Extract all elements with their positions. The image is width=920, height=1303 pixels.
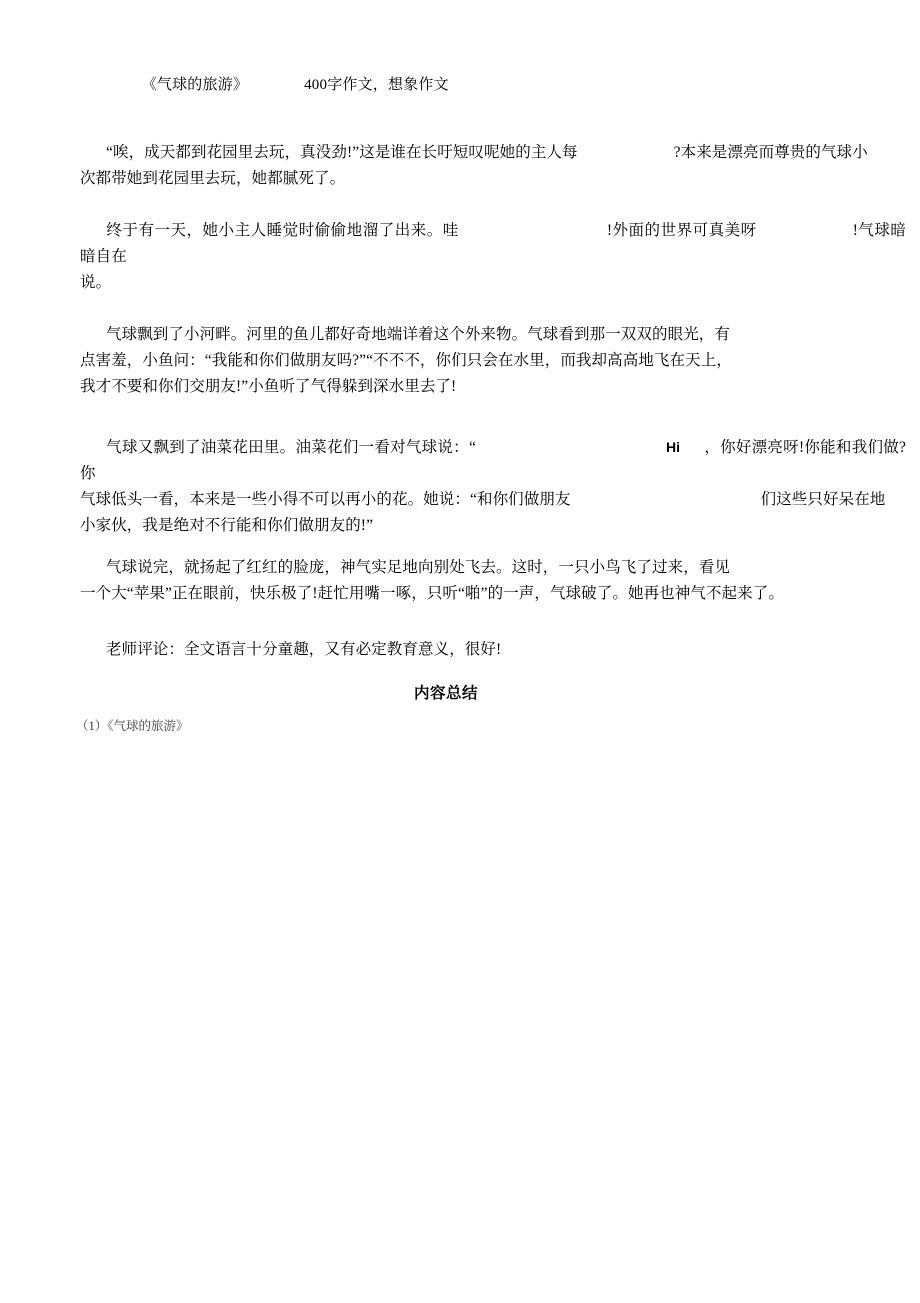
paragraph-1-line-1: “唉，成天都到花园里去玩，真没劲!”这是谁在长吁短叹呢她的主人每 [106,144,578,161]
work-title: 《气球的旅游》 [141,77,249,93]
paragraph-2-line-4: 说。 [80,274,112,291]
spacer [0,607,920,637]
paragraph-5-line-2: 一个大“苹果”正在眼前，快乐极了!赶忙用嘴一啄，只听“啪”的一声，气球破了。她再也神气不起来了。 [80,585,784,602]
paragraph-5-line-1: 气球说完，就扬起了红红的脸庞，神气实足地向别处飞去。这时，一只小鸟飞了过来，看见 [106,559,731,576]
paragraph-4-line-6: 小家伙，我是绝对不行能和你们做朋友的!” [80,517,374,534]
teacher-comment: 老师评论：全文语言十分童趣，又有必定教育意义，很好! [106,641,502,658]
spacer [0,192,920,218]
paragraph-1 [0,140,920,192]
paragraph-4-line-3: ，你好漂亮呀!你能和我们做?你 [80,439,907,482]
paragraph-4-greeting: Hi [665,439,681,455]
paragraph-4 [0,434,920,539]
paragraph-4-line-4: 气球低头一看，本来是一些小得不可以再小的花。她说：“和你们做朋友 [80,491,571,508]
paragraph-1-line-2: ?本来是漂亮而尊贵的气球小 [673,144,868,161]
document-title-line [0,52,920,118]
paragraph-3-line-3: 我才不要和你们交朋友!”小鱼听了气得躲到深水里去了! [80,378,457,395]
spacer [0,539,920,555]
paragraph-6 [0,637,920,663]
spacer [0,400,920,434]
spacer [0,118,920,140]
paragraph-1-line-3: 次都带她到花园里去玩，她都腻死了。 [80,170,346,187]
paragraph-2-line-3: !气球暗暗自在 [80,222,907,265]
spacer [0,296,920,322]
paragraph-2-line-2: !外面的世界可真美呀 [606,222,757,239]
summary-heading: 内容总结 [413,685,478,702]
summary-item-1: （1）《气球的旅游》 [76,719,189,733]
title-meta: 400字作文，想象作文 [304,77,449,93]
paragraph-4-line-1: 气球又飘到了油菜花田里。油菜花们一看对气球说：“ [106,439,476,456]
paragraph-2 [0,218,920,296]
paragraph-3 [0,322,920,400]
paragraph-3-line-2: 点害羞，小鱼问：“我能和你们做朋友吗?”“不不不，你们只会在水里，而我却高高地飞在天上， [80,352,732,369]
paragraph-4-line-5: 们这些只好呆在地 [760,491,886,508]
paragraph-5 [0,555,920,607]
paragraph-3-line-1: 气球飘到了小河畔。河里的鱼儿都好奇地端详着这个外来物。气球看到那一双双的眼光，有 [106,326,731,343]
paragraph-2-line-1: 终于有一天，她小主人睡觉时偷偷地溜了出来。哇 [106,222,459,239]
